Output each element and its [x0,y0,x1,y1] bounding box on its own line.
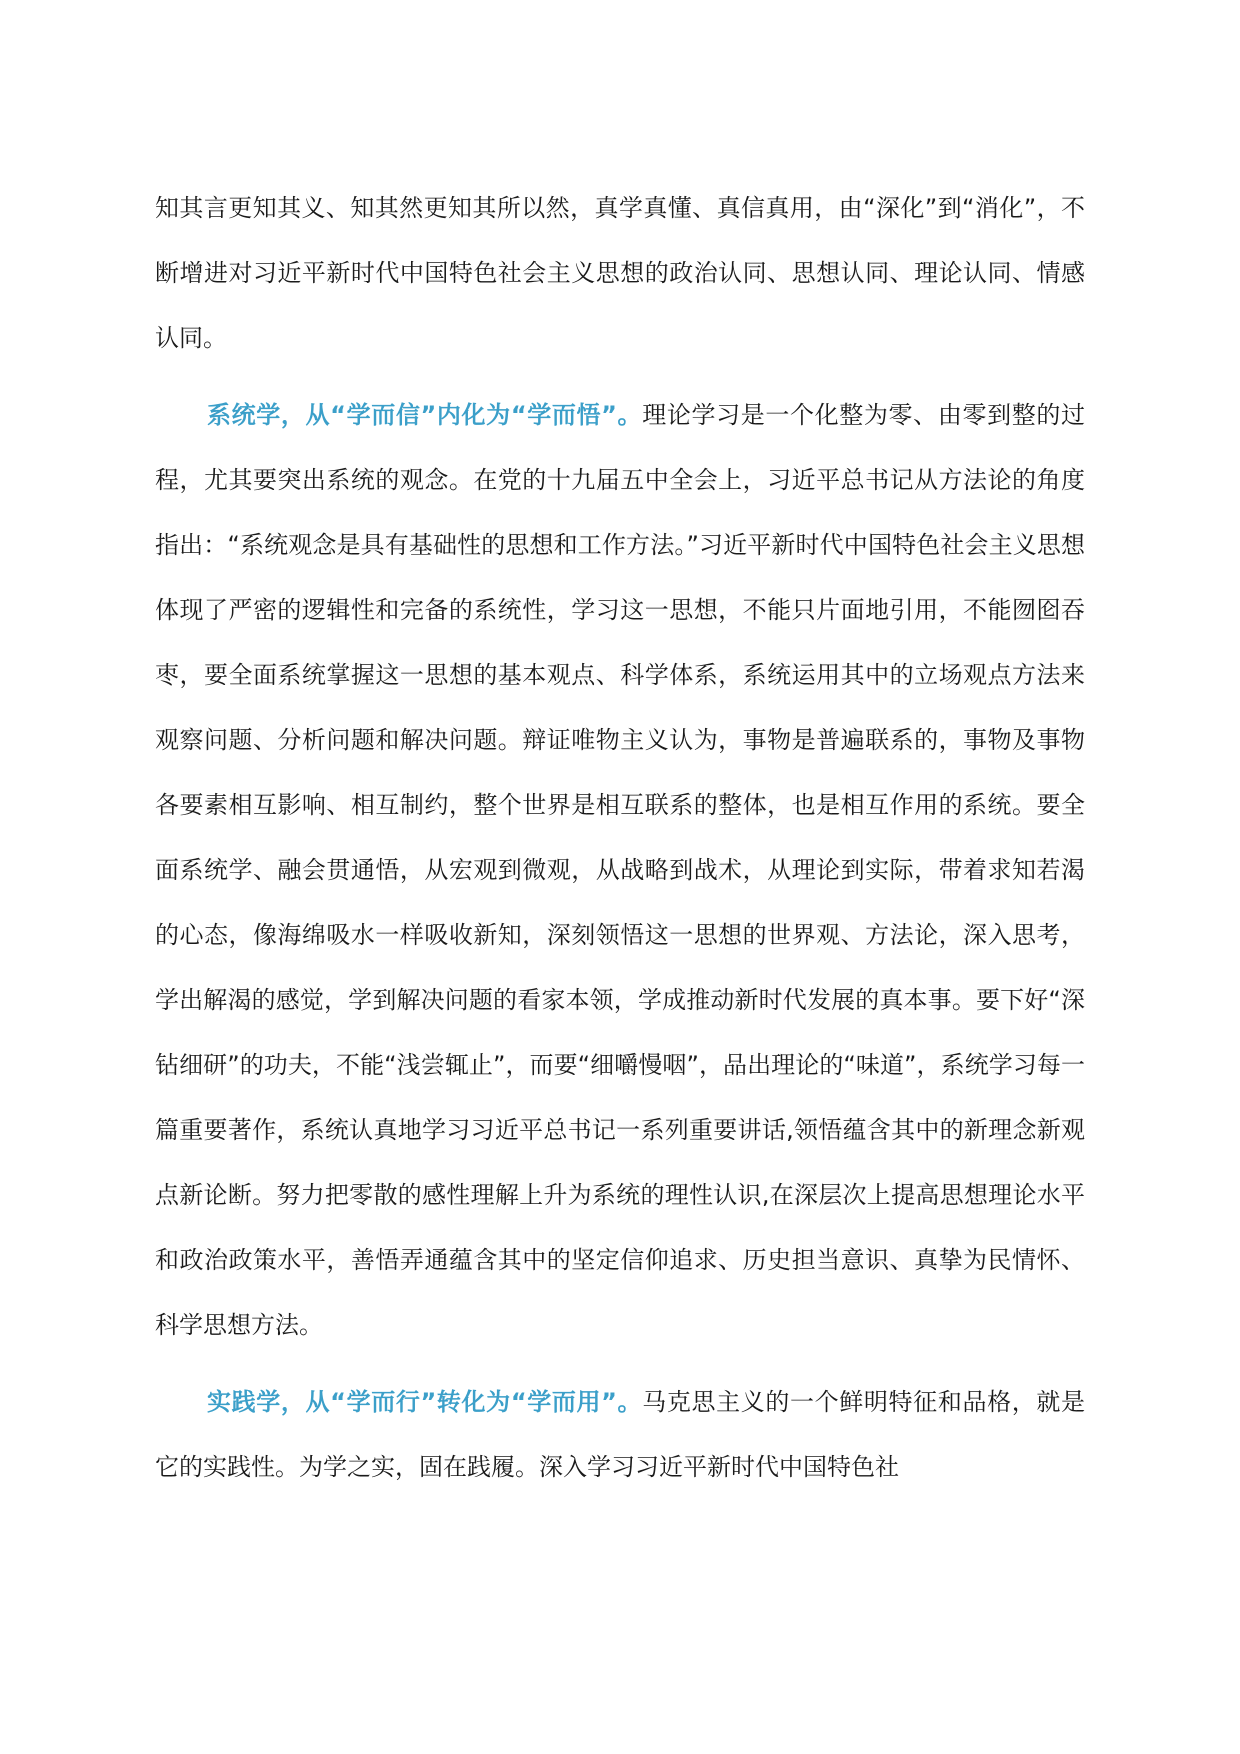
paragraph-text: 理论学习是一个化整为零、由零到整的过程，尤其要突出系统的观念。在党的十九届五中全会上，习近平总书记从方法论的角度指出：“系统观念是具有基础性的思想和工作方法。”习近平新时代中国特色社会主义思想体现了严密的逻辑性和完备的系统性，学习这一思想，不能只片面地引用，不能囫囵吞枣，要全面系统掌握这一思想的基本观点、科学体系，系统运用其中的立场观点方法来观察问题、分析问题和解决问题。辩证唯物主义认为，事物是普遍联系的，事物及事物各要素相互影响、相互制约，整个世界是相互联系的整体，也是相互作用的系统。要全面系统学、融会贯通悟，从宏观到微观，从战略到战术，从理论到实际，带着求知若渴的心态，像海绵吸水一样吸收新知，深刻领悟这一思想的世界观、方法论，深入思考，学出解渴的感觉，学到解决问题的看家本领，学成推动新时代发展的真本事。要下好“深钻细研”的功夫，不能“浅尝辄止”，而要“细嚼慢咽”，品出理论的“味道”，系统学习每一篇重要著作，系统认真地学习习近平总书记一系列重要讲话,领悟蕴含其中的新理念新观点新论断。努力把零散的感性理解上升为系统的理性认识,在深层次上提高思想理论水平和政治政策水平，善悟弄通蕴含其中的坚定信仰追求、历史担当意识、真挚为民情怀、科学思想方法。 [155,401,1086,1339]
article-body [155,176,1085,1500]
paragraph-systematic-study [155,383,1085,1358]
paragraph-text: 马克思主义的一个鲜明特征和品格，就是它的实践性。为学之实，固在践履。深入学习习近平新时代中国特色社 [155,1388,1086,1481]
paragraph-text: 知其言更知其义、知其然更知其所以然，真学真懂、真信真用，由“深化”到“消化”，不断增进对习近平新时代中国特色社会主义思想的政治认同、思想认同、理论认同、情感认同。 [155,194,1085,352]
paragraph-lead-heading: 实践学，从“学而行”转化为“学而用”。 [207,1388,643,1416]
paragraph-lead-heading: 系统学，从“学而信”内化为“学而悟”。 [207,401,643,429]
paragraph-continuation [155,176,1085,371]
paragraph-practical-study [155,1370,1085,1500]
